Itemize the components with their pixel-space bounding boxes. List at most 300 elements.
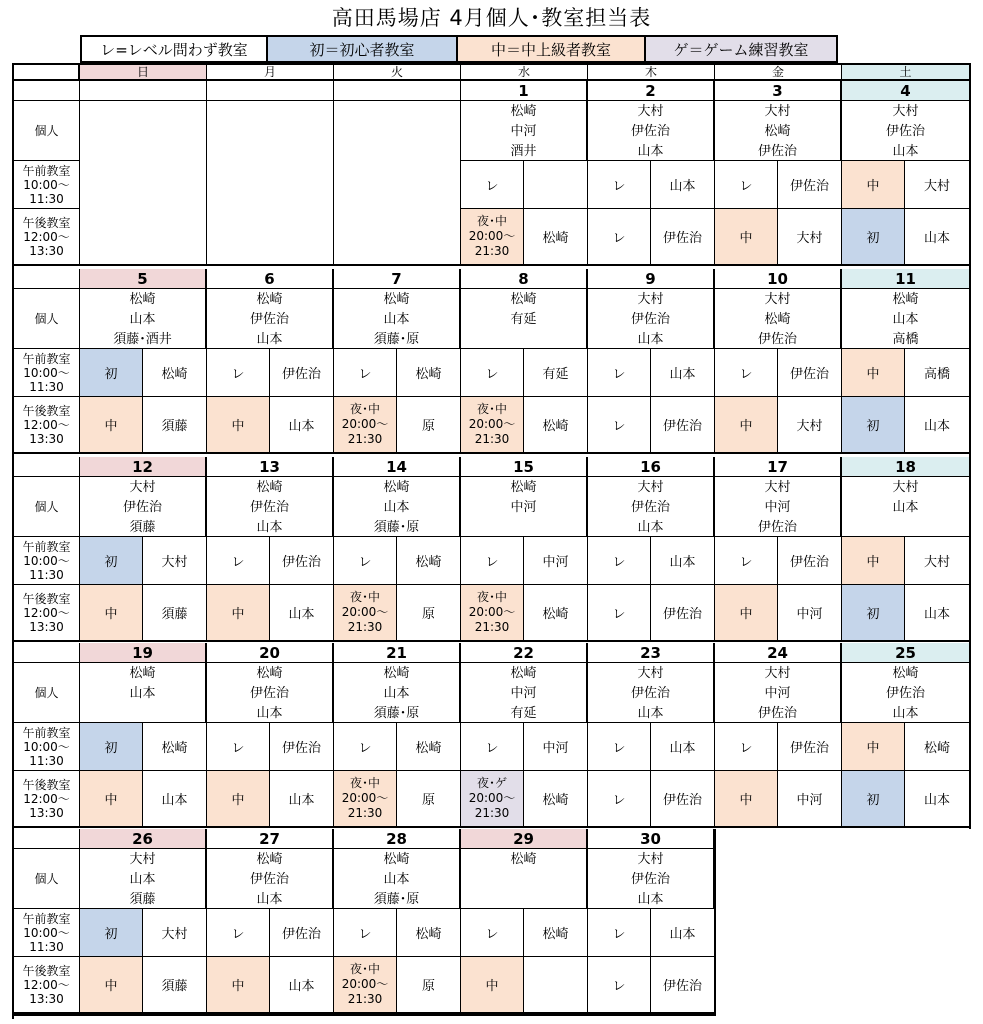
row-label-text: 12:00〜: [23, 605, 70, 620]
staff-name: 須藤: [129, 892, 156, 907]
am-class-type: [588, 349, 651, 397]
row-label-text: 個人: [34, 499, 59, 514]
weekday-label: 金: [771, 65, 784, 79]
class-type-text: 初: [104, 367, 118, 382]
day-number: [715, 269, 842, 289]
am-teacher: [778, 349, 842, 397]
pm-class-type: [715, 771, 778, 828]
teacher-name: 大村: [796, 231, 823, 246]
pm-class-type: [715, 209, 778, 266]
class-type-text: 中: [485, 979, 499, 994]
pm-teacher: [905, 771, 969, 828]
page-title: 高田馬場店 4月個人･教室担当表: [331, 6, 652, 30]
day-number: [842, 269, 969, 289]
staff-name: 大村: [129, 480, 156, 495]
individual-staff: [588, 663, 715, 723]
teacher-name: 伊佐治: [789, 179, 829, 194]
staff-name: 大村: [892, 480, 919, 495]
weekday-label: 土: [899, 65, 912, 79]
class-type-text: レ: [612, 741, 626, 756]
individual-staff: [207, 849, 334, 909]
row-label-text: 13:30: [29, 243, 64, 258]
class-type-text: 中: [231, 793, 245, 808]
class-type-text: 中: [739, 793, 753, 808]
day-number: [842, 81, 969, 101]
am-teacher: [143, 909, 207, 957]
empty-day: [207, 101, 334, 266]
weekday-label: 木: [644, 65, 657, 79]
pm-class-type: 夜･中 20:00〜 21:30: [334, 397, 397, 454]
pm-teacher: [397, 397, 461, 454]
teacher-name: 山本: [288, 419, 315, 434]
staff-name: 伊佐治: [249, 686, 289, 701]
class-type-text: 初: [866, 607, 880, 622]
row-label-individual: [14, 477, 80, 537]
staff-name: 中河: [764, 686, 791, 701]
am-teacher: [778, 537, 842, 585]
am-class-type: [461, 723, 524, 771]
teacher-name: 山本: [288, 979, 315, 994]
teacher-name: 松崎: [415, 741, 442, 756]
teacher-name: 須藤: [161, 419, 188, 434]
staff-name: 山本: [129, 872, 156, 887]
teacher-name: 中河: [796, 793, 823, 808]
day-number: [80, 643, 207, 663]
day-number: [461, 457, 588, 477]
day-number: [588, 457, 715, 477]
class-type-text: レ: [739, 555, 753, 570]
am-class-type: [715, 161, 778, 209]
teacher-name: 伊佐治: [662, 979, 702, 994]
staff-name: 松崎: [129, 666, 156, 681]
class-type-text: レ: [231, 741, 245, 756]
row-label-text: 12:00〜: [23, 417, 70, 432]
row-label-text: 午前教室: [22, 351, 71, 366]
day-number-text: 22: [513, 643, 534, 662]
day-number: [207, 643, 334, 663]
staff-name: 高橋: [892, 332, 919, 347]
pm-class-type: [842, 209, 905, 266]
pm-teacher: [778, 771, 842, 828]
day-number: [588, 81, 715, 101]
pm-teacher: [651, 957, 715, 1014]
empty-day-number: [207, 81, 334, 101]
am-class-type: [334, 909, 397, 957]
day-number: [715, 643, 842, 663]
staff-name: 中河: [764, 500, 791, 515]
day-number-text: 25: [895, 643, 916, 662]
row-label-text: 12:00〜: [23, 791, 70, 806]
staff-name: 大村: [892, 104, 919, 119]
individual-staff: [334, 477, 461, 537]
day-number-text: 6: [264, 269, 275, 288]
row-label-text: 11:30: [29, 753, 64, 768]
teacher-name: 伊佐治: [281, 927, 321, 942]
am-class-type: [842, 349, 905, 397]
row-label-afternoon: [14, 209, 80, 266]
am-teacher: [143, 349, 207, 397]
pm-teacher: [651, 397, 715, 454]
staff-name: 松崎: [892, 666, 919, 681]
grid-right-border: [969, 65, 971, 829]
am-class-type: [80, 349, 143, 397]
row-label-morning: [14, 909, 80, 957]
pm-class-type: [588, 957, 651, 1014]
row-label-text: 10:00〜: [23, 739, 70, 754]
staff-name: 山本: [637, 520, 664, 535]
staff-name: 大村: [637, 666, 664, 681]
pm-teacher: [651, 585, 715, 642]
staff-name: 須藤･原: [373, 332, 420, 347]
pm-class-type: [842, 771, 905, 828]
staff-name: 松崎: [256, 480, 283, 495]
weekday-header: [80, 65, 207, 81]
row-label-text: 13:30: [29, 619, 64, 634]
row-label-text: 10:00〜: [23, 925, 70, 940]
row-label-text: 午前教室: [22, 163, 71, 178]
am-class-type: [80, 537, 143, 585]
pm-class-type: [842, 585, 905, 642]
teacher-name: 松崎: [542, 607, 569, 622]
class-type-text: レ: [612, 927, 626, 942]
staff-name: 山本: [383, 872, 410, 887]
row-label-text: 10:00〜: [23, 553, 70, 568]
row-label-text: 午後教室: [22, 591, 71, 606]
class-type-text: レ: [612, 179, 626, 194]
staff-name: 伊佐治: [630, 872, 670, 887]
row-label-text: 13:30: [29, 431, 64, 446]
pm-class-type: 夜･中 20:00〜 21:30: [334, 957, 397, 1014]
day-number-text: 8: [518, 269, 529, 288]
class-type-text: 中: [866, 741, 880, 756]
pm-class-type: [207, 957, 270, 1014]
pm-class-type: [80, 771, 143, 828]
row-label-text: 午前教室: [22, 539, 71, 554]
individual-staff: [715, 101, 842, 161]
legend-label: 初＝初心者教室: [309, 40, 415, 59]
day-number-text: 18: [895, 457, 916, 476]
pm-class-type: [80, 585, 143, 642]
pm-class-type: 夜･ゲ 20:00〜 21:30: [461, 771, 524, 828]
am-class-type: [588, 723, 651, 771]
am-class-type: [461, 537, 524, 585]
individual-staff: [80, 289, 207, 349]
pm-teacher: [397, 771, 461, 828]
staff-name: 松崎: [510, 292, 537, 307]
class-type-text: 中: [866, 555, 880, 570]
individual-staff: [588, 289, 715, 349]
day-number: [80, 829, 207, 849]
individual-staff: [80, 663, 207, 723]
teacher-name: 伊佐治: [662, 607, 702, 622]
teacher-name: 伊佐治: [281, 741, 321, 756]
day-number-text: 20: [259, 643, 280, 662]
day-number: [461, 81, 588, 101]
day-number: [588, 269, 715, 289]
class-type-text: レ: [485, 367, 499, 382]
pm-teacher: [651, 209, 715, 266]
class-type-text: 中: [866, 179, 880, 194]
staff-name: 大村: [764, 480, 791, 495]
class-type-text: レ: [612, 419, 626, 434]
row-label-text: 11:30: [29, 567, 64, 582]
class-type-text: 中: [866, 367, 880, 382]
teacher-name: 伊佐治: [662, 231, 702, 246]
teacher-name: 伊佐治: [789, 741, 829, 756]
pm-teacher: [270, 585, 334, 642]
grid-bottom-border: [12, 1014, 715, 1016]
class-type-text: レ: [612, 607, 626, 622]
staff-name: 山本: [256, 332, 283, 347]
class-type-text: 中: [739, 607, 753, 622]
staff-name: 松崎: [129, 292, 156, 307]
pm-class-type: [588, 585, 651, 642]
individual-staff: [842, 477, 969, 537]
class-type-text: 初: [866, 231, 880, 246]
teacher-name: 伊佐治: [281, 555, 321, 570]
teacher-name: 山本: [161, 793, 188, 808]
day-number-text: 11: [895, 269, 916, 288]
day-number: [80, 457, 207, 477]
am-teacher: [397, 723, 461, 771]
row-label-text: 11:30: [29, 191, 64, 206]
teacher-name: 有延: [542, 367, 569, 382]
weekday-label: 火: [390, 65, 403, 79]
pm-class-type: [588, 397, 651, 454]
staff-name: 伊佐治: [630, 124, 670, 139]
individual-staff: [334, 849, 461, 909]
staff-name: 伊佐治: [249, 312, 289, 327]
staff-name: 須藤･原: [373, 706, 420, 721]
row-label-afternoon: [14, 585, 80, 642]
pm-class-type: [207, 771, 270, 828]
class-type-text: レ: [612, 979, 626, 994]
staff-name: 松崎: [510, 852, 537, 867]
staff-name: 須藤･酒井: [113, 332, 172, 347]
empty-day-number: [334, 81, 461, 101]
staff-name: 伊佐治: [249, 500, 289, 515]
teacher-name: 大村: [161, 555, 188, 570]
am-class-type: [334, 349, 397, 397]
row-label-individual: [14, 849, 80, 909]
am-class-type: [207, 723, 270, 771]
am-teacher: [524, 537, 588, 585]
pm-class-type: [80, 957, 143, 1014]
am-class-type: [461, 161, 524, 209]
teacher-name: 伊佐治: [662, 793, 702, 808]
day-number: [461, 269, 588, 289]
day-number: [80, 269, 207, 289]
staff-name: 伊佐治: [630, 686, 670, 701]
individual-staff: [461, 663, 588, 723]
staff-name: 有延: [510, 706, 537, 721]
individual-staff: [588, 849, 715, 909]
day-number-text: 21: [386, 643, 407, 662]
teacher-name: 須藤: [161, 979, 188, 994]
row-label-text: 個人: [34, 311, 59, 326]
staff-name: 大村: [129, 852, 156, 867]
row-label-text: 10:00〜: [23, 177, 70, 192]
row-label-text: 午後教室: [22, 963, 71, 978]
staff-name: 山本: [637, 332, 664, 347]
day-number-text: 9: [645, 269, 656, 288]
teacher-name: 大村: [796, 419, 823, 434]
staff-name: 山本: [892, 500, 919, 515]
am-teacher: [905, 349, 969, 397]
row-label-morning: [14, 537, 80, 585]
empty-day: [714, 829, 843, 1016]
empty-day: [80, 101, 207, 266]
pm-teacher: [905, 585, 969, 642]
pm-class-type: 夜･中 20:00〜 21:30: [461, 209, 524, 266]
class-type-text: 中: [739, 231, 753, 246]
individual-staff: [80, 849, 207, 909]
row-label-morning: [14, 161, 80, 209]
individual-staff: [207, 477, 334, 537]
staff-name: 山本: [892, 144, 919, 159]
class-type-text: レ: [358, 927, 372, 942]
teacher-name: 山本: [923, 607, 950, 622]
am-teacher: [270, 349, 334, 397]
day-number-text: 5: [137, 269, 148, 288]
am-teacher: [651, 909, 715, 957]
individual-staff: [715, 477, 842, 537]
staff-name: 伊佐治: [757, 144, 797, 159]
class-type-text: 中: [104, 979, 118, 994]
row-label-morning: [14, 349, 80, 397]
teacher-name: 松崎: [415, 555, 442, 570]
pm-teacher: [651, 771, 715, 828]
staff-name: 松崎: [510, 104, 537, 119]
row-label-afternoon: [14, 957, 80, 1014]
class-type-text: レ: [358, 367, 372, 382]
teacher-name: 山本: [923, 793, 950, 808]
staff-name: 山本: [892, 312, 919, 327]
staff-name: 松崎: [256, 852, 283, 867]
pm-class-type: [207, 585, 270, 642]
individual-staff: [207, 663, 334, 723]
legend-item-intermediate: [458, 37, 646, 61]
teacher-name: 大村: [923, 555, 950, 570]
teacher-name: 山本: [288, 793, 315, 808]
pm-class-type: 夜･中 20:00〜 21:30: [461, 585, 524, 642]
pm-teacher: [905, 209, 969, 266]
individual-staff: [207, 289, 334, 349]
pm-teacher: [778, 585, 842, 642]
day-number: [842, 457, 969, 477]
teacher-name: 原: [421, 607, 435, 622]
staff-name: 伊佐治: [757, 706, 797, 721]
day-number-text: 19: [132, 643, 153, 662]
individual-staff: [461, 101, 588, 161]
class-type-text: 中: [104, 607, 118, 622]
am-class-type: [80, 723, 143, 771]
row-label-text: 午後教室: [22, 777, 71, 792]
legend-label: ゲ＝ゲーム練習教室: [673, 40, 809, 59]
row-label-text: 10:00〜: [23, 365, 70, 380]
day-number: [588, 643, 715, 663]
teacher-name: 大村: [923, 179, 950, 194]
weekday-header: [461, 65, 588, 81]
staff-name: 大村: [637, 852, 664, 867]
day-number-text: 29: [513, 829, 534, 848]
class-type-text: 初: [866, 793, 880, 808]
pm-teacher: [524, 209, 588, 266]
staff-name: 伊佐治: [249, 872, 289, 887]
staff-name: 大村: [637, 292, 664, 307]
staff-name: 山本: [892, 706, 919, 721]
class-type-text: レ: [485, 741, 499, 756]
day-number-text: 26: [132, 829, 153, 848]
am-teacher: [270, 909, 334, 957]
week-label-spacer: [14, 643, 80, 663]
day-number-text: 30: [640, 829, 661, 848]
staff-name: 伊佐治: [757, 332, 797, 347]
day-number-text: 14: [386, 457, 407, 476]
teacher-name: 山本: [288, 607, 315, 622]
am-class-type: [842, 537, 905, 585]
teacher-name: 松崎: [542, 793, 569, 808]
day-number-text: 3: [772, 81, 783, 100]
pm-class-type: 夜･中 20:00〜 21:30: [461, 397, 524, 454]
am-teacher: [905, 161, 969, 209]
pm-class-type: [588, 209, 651, 266]
am-class-type: [334, 537, 397, 585]
weekday-label: 水: [517, 65, 530, 79]
pm-teacher: [143, 957, 207, 1014]
row-label-text: 個人: [34, 123, 59, 138]
staff-name: 伊佐治: [885, 124, 925, 139]
teacher-name: 松崎: [542, 419, 569, 434]
class-type-text: 中: [231, 419, 245, 434]
class-type-text: レ: [612, 367, 626, 382]
class-type-text: 中: [231, 979, 245, 994]
day-number-text: 12: [132, 457, 153, 476]
row-label-individual: [14, 289, 80, 349]
individual-staff: [842, 663, 969, 723]
day-number: [842, 643, 969, 663]
day-number-text: 24: [767, 643, 788, 662]
teacher-name: 山本: [669, 367, 696, 382]
class-type-text: 初: [866, 419, 880, 434]
pm-class-type: [842, 397, 905, 454]
weekday-header: [842, 65, 969, 81]
day-number-text: 10: [767, 269, 788, 288]
row-label-afternoon: [14, 771, 80, 828]
week-label-spacer: [14, 457, 80, 477]
day-number-text: 4: [900, 81, 911, 100]
staff-name: 有延: [510, 312, 537, 327]
staff-name: 山本: [256, 892, 283, 907]
class-type-text: レ: [739, 367, 753, 382]
am-class-type: [80, 909, 143, 957]
schedule-table: [12, 63, 971, 1019]
day-number-text: 28: [386, 829, 407, 848]
teacher-name: 須藤: [161, 607, 188, 622]
am-teacher: [905, 537, 969, 585]
staff-name: 松崎: [256, 292, 283, 307]
pm-class-type: [715, 585, 778, 642]
teacher-name: 伊佐治: [789, 555, 829, 570]
last-week-right-border: [714, 829, 716, 1016]
class-type-text: レ: [612, 231, 626, 246]
teacher-name: 中河: [542, 555, 569, 570]
pm-teacher: [397, 585, 461, 642]
am-teacher: [524, 349, 588, 397]
legend-label: 中＝中上級者教室: [490, 40, 611, 59]
class-type-text: レ: [231, 927, 245, 942]
row-label-text: 13:30: [29, 805, 64, 820]
